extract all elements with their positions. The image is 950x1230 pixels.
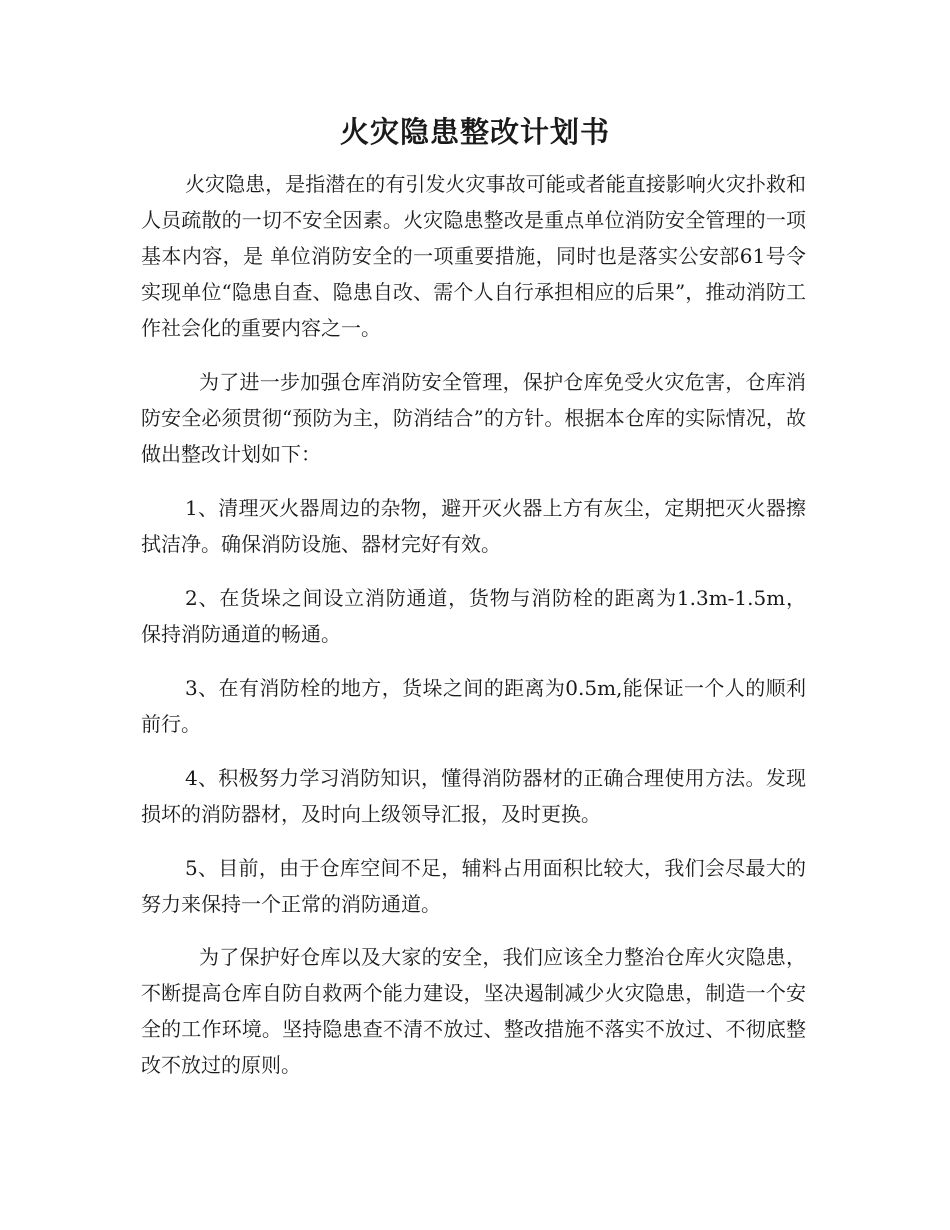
- paragraph-item-1: 1、清理灭火器周边的杂物，避开灭火器上方有灰尘，定期把灭火器擦拭洁净。确保消防设施、器材完好有效。: [141, 496, 806, 556]
- document-title: 火灾隐患整改计划书: [339, 115, 610, 149]
- paragraph-item-5: 5、目前，由于仓库空间不足，辅料占用面积比较大，我们会尽最大的努力来保持一个正常的消防通道。: [141, 856, 806, 916]
- paragraph-conclusion: 为了保护好仓库以及大家的安全，我们应该全力整治仓库火灾隐患，不断提高仓库自防自救两个能力建设，坚决遏制减少火灾隐患，制造一个安全的工作环境。坚持隐患查不清不放过、整改措施不落实不放过、不彻底整改不放过的原则。: [141, 945, 806, 1077]
- paragraph-intro: 火灾隐患，是指潜在的有引发火灾事故可能或者能直接影响火灾扑救和人员疏散的一切不安全因素。火灾隐患整改是重点单位消防安全管理的一项基本内容，是 单位消防安全的一项重要措施，同时也是落实公安部61号令实现单位“隐患自查、隐患自改、需个人自行承担相应的后果”，推动消防工作社会化的重要内容之一。: [141, 172, 806, 340]
- paragraph-purpose: 为了进一步加强仓库消防安全管理，保护仓库免受火灾危害，仓库消防安全必须贯彻“预防为主，防消结合”的方针。根据本仓库的实际情况，故做出整改计划如下：: [141, 370, 806, 466]
- paragraph-item-2: 2、在货垛之间设立消防通道，货物与消防栓的距离为1.3m-1.5m，保持消防通道的畅通。: [141, 586, 806, 646]
- paragraph-item-3: 3、在有消防栓的地方，货垛之间的距离为0.5m,能保证一个人的顺利前行。: [141, 676, 806, 736]
- paragraph-item-4: 4、积极努力学习消防知识，懂得消防器材的正确合理使用方法。发现损坏的消防器材，及时向上级领导汇报，及时更换。: [141, 766, 806, 826]
- document-body: [141, 166, 806, 1083]
